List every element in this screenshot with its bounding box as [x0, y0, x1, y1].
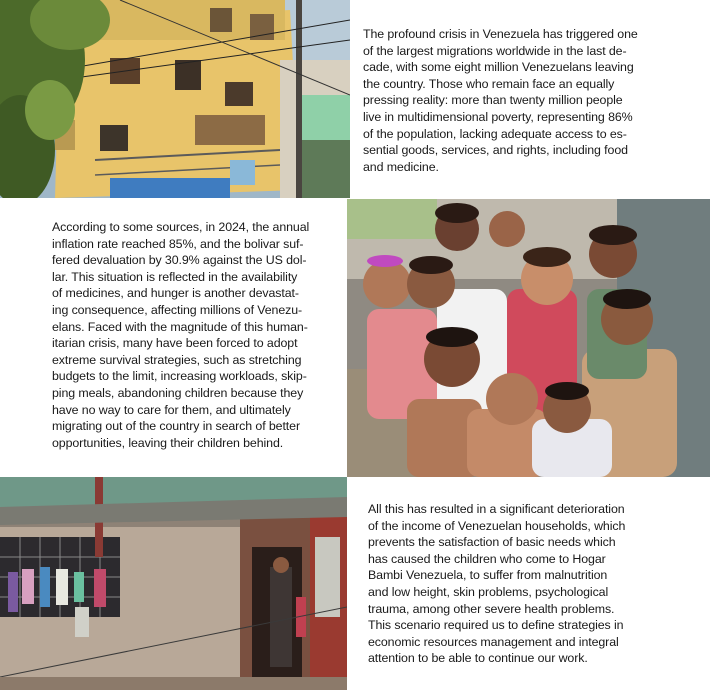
- shack-with-laundry-photo: [0, 477, 347, 690]
- hillside-houses-photo: [0, 0, 350, 198]
- inflation-paragraph: According to some sources, in 2024, the annual inflation rate reached 85%, and the bolivar suf- fered devaluation by 30.9% against the US dol- lar. This situation is reflected in the availability of medicines, and hunger is another devastat- ing consequence, affecting millions of Venezu- elans. Faced with the magnitude of this human- itarian crisis, many have been forced to adopt extreme survival strategies, such as stretching budgets to the limit, increasing workloads, skip- ping meals, abandoning children because they have no way to care for them, and ultimately migrating out of the country in search of better opportunities, leaving their children behind.: [52, 220, 310, 450]
- crisis-migration-paragraph: The profound crisis in Venezuela has triggered one of the largest migrations worldwide in the last de- cade, with some eight million Venezuelans leaving the country. Those who remain face an equally pressing reality: more than twenty million people live in multidimensional poverty, representing 86% of the population, lacking adequate access to es- sential goods, services, and rights, including food and medicine.: [363, 27, 638, 174]
- household-income-paragraph: All this has resulted in a significant deterioration of the income of Venezuelan households, which prevents the satisfaction of basic needs which has caused the children who come to Hogar Bambi Venezuela, to suffer from malnutrition and low height, skin problems, psychological trauma, among other severe health problems. This scenario required us to define strategies in economic resources management and integral attention to be able to continue our work.: [368, 502, 626, 666]
- children-group-photo: [347, 199, 710, 477]
